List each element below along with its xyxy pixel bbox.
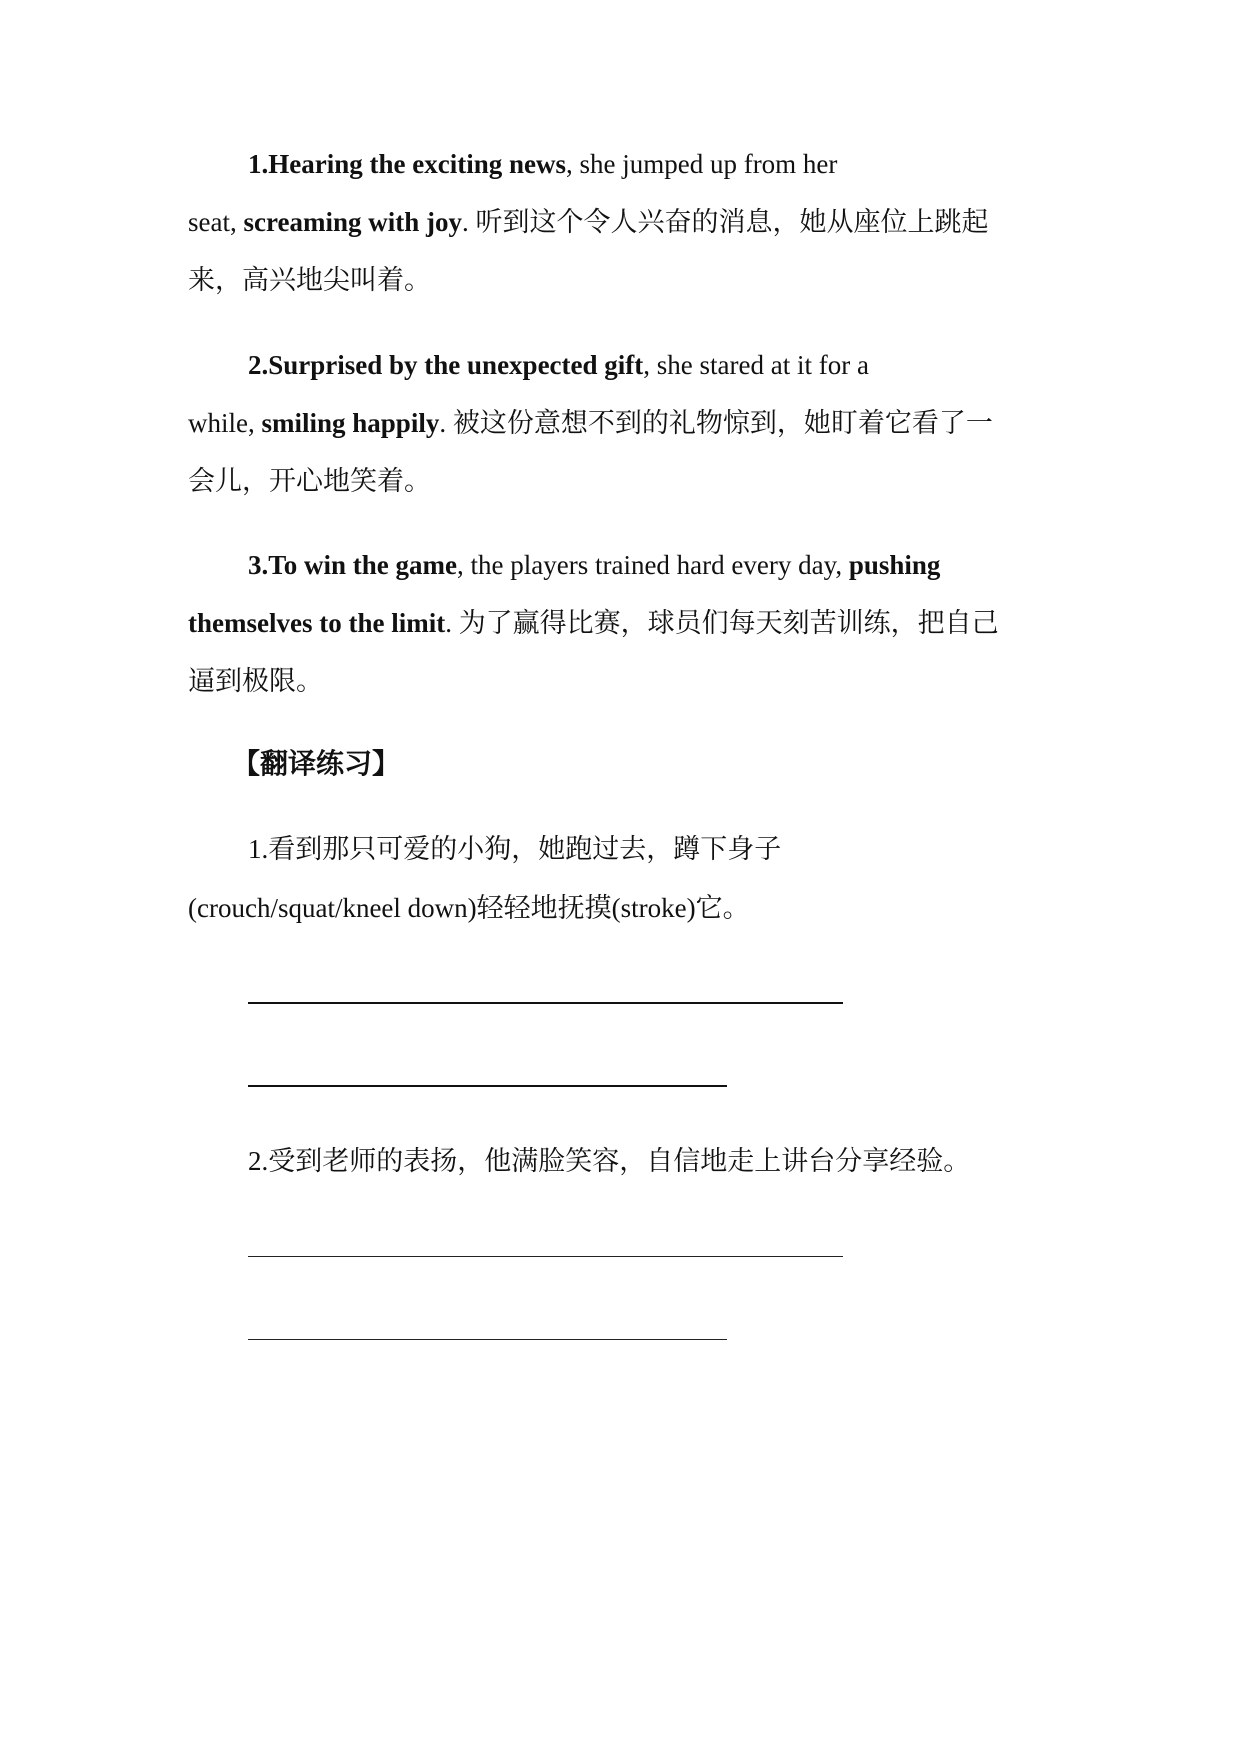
answer-line-1b[interactable] (248, 1085, 727, 1087)
example-3-mid-text: , the players trained hard every day, (457, 550, 849, 580)
example-1-line-1 (0, 144, 1241, 184)
practice-question-1-line-1: 1.看到那只可爱的小狗，她跑过去，蹲下身子 (248, 834, 782, 864)
example-2-mid-text: , she stared at it for a (643, 350, 869, 380)
example-2-line-1 (0, 345, 1241, 385)
example-1-number: 1. (248, 149, 269, 179)
example-1-line-3: 来，高兴地尖叫着。 (188, 265, 431, 295)
example-2-line-3: 会儿，开心地笑着。 (188, 466, 431, 496)
example-3-line-1 (0, 545, 1241, 585)
example-1-line-2 (0, 202, 1241, 242)
example-1-line2-start: seat, (188, 207, 244, 237)
example-3-line-3: 逼到极限。 (188, 666, 323, 696)
example-3-lead-phrase: To win the game (268, 550, 458, 580)
example-2-number: 2. (248, 350, 269, 380)
example-2-line2-start: while, (188, 408, 262, 438)
example-2-tail-phrase: smiling happily (261, 408, 440, 438)
example-2-lead-phrase: Surprised by the unexpected gift (268, 350, 644, 380)
example-3-line-2 (0, 603, 1241, 643)
example-3-number: 3. (248, 550, 269, 580)
answer-line-1a[interactable] (248, 1002, 843, 1004)
example-1-tail-phrase: screaming with joy (243, 207, 462, 237)
answer-line-2b[interactable] (248, 1339, 727, 1340)
practice-question-2-line-1: 2.受到老师的表扬，他满脸笑容，自信地走上讲台分享经验。 (248, 1146, 971, 1176)
example-1-lead-phrase: Hearing the exciting news (268, 149, 566, 179)
example-3-line2-phrase: themselves to the limit (188, 608, 446, 638)
practice-question-1-line-2: (crouch/squat/kneel down)轻轻地抚摸(stroke)它。 (188, 893, 750, 923)
example-1-mid-text: , she jumped up from her (565, 149, 838, 179)
example-2-translation: . 被这份意想不到的礼物惊到，她盯着它看了一 (439, 408, 993, 438)
example-3-mid-bold: pushing (848, 550, 941, 580)
example-2-line-2 (0, 403, 1241, 443)
practice-heading: 【翻译练习】 (232, 749, 401, 780)
answer-line-2a[interactable] (248, 1256, 843, 1257)
example-1-translation: . 听到这个令人兴奋的消息，她从座位上跳起 (461, 207, 989, 237)
example-3-translation: . 为了赢得比赛，球员们每天刻苦训练，把自己 (445, 608, 999, 638)
